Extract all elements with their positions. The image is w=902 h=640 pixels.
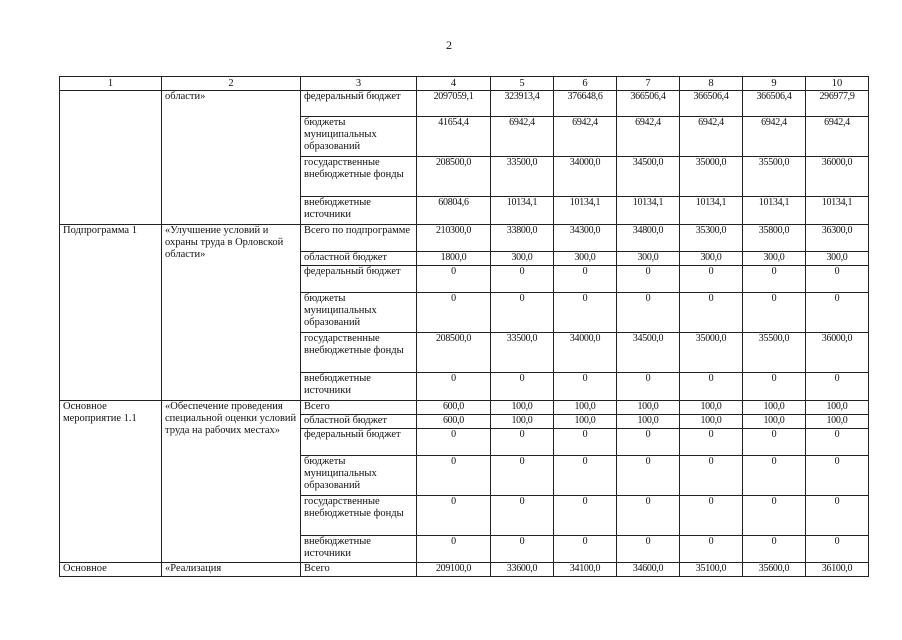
column-header: 10 [806,77,869,91]
amount-cell: 0 [554,536,617,563]
amount-cell: 100,0 [617,401,680,415]
funding-source: Всего [301,401,417,415]
amount-cell: 0 [806,429,869,456]
amount-cell: 0 [743,293,806,333]
header-row [60,77,869,91]
amount-cell: 0 [680,429,743,456]
amount-cell: 0 [491,429,554,456]
column-header: 3 [301,77,417,91]
budget-table [59,76,869,577]
amount-cell: 100,0 [554,401,617,415]
column-header: 2 [162,77,301,91]
amount-cell: 0 [743,496,806,536]
amount-cell: 600,0 [417,401,491,415]
amount-cell: 10134,1 [554,197,617,225]
amount-cell: 34800,0 [617,225,680,252]
funding-source: Всего [301,563,417,577]
amount-cell: 60804,6 [417,197,491,225]
amount-cell: 0 [680,456,743,496]
amount-cell: 300,0 [806,252,869,266]
amount-cell: 0 [491,536,554,563]
table-body [60,77,869,577]
amount-cell: 35000,0 [680,333,743,373]
amount-cell: 323913,4 [491,91,554,117]
table-row [60,401,869,415]
column-header: 4 [417,77,491,91]
amount-cell: 36100,0 [806,563,869,577]
amount-cell: 36300,0 [806,225,869,252]
amount-cell: 1800,0 [417,252,491,266]
amount-cell: 0 [743,373,806,401]
amount-cell: 0 [417,373,491,401]
amount-cell: 0 [617,266,680,293]
program-label [60,91,162,225]
amount-cell: 10134,1 [491,197,554,225]
funding-source: бюджеты муниципальных образований [301,117,417,157]
amount-cell: 0 [417,456,491,496]
program-label: Основное мероприятие 1.1 [60,401,162,563]
amount-cell: 33600,0 [491,563,554,577]
amount-cell: 6942,4 [680,117,743,157]
amount-cell: 0 [554,429,617,456]
amount-cell: 33800,0 [491,225,554,252]
amount-cell: 2097059,1 [417,91,491,117]
amount-cell: 0 [491,293,554,333]
amount-cell: 0 [491,496,554,536]
amount-cell: 0 [806,293,869,333]
amount-cell: 366506,4 [617,91,680,117]
funding-source: внебюджетные источники [301,197,417,225]
amount-cell: 0 [491,266,554,293]
amount-cell: 376648,6 [554,91,617,117]
amount-cell: 35800,0 [743,225,806,252]
funding-source: государственные внебюджетные фонды [301,496,417,536]
amount-cell: 100,0 [680,401,743,415]
amount-cell: 34500,0 [617,333,680,373]
amount-cell: 366506,4 [743,91,806,117]
amount-cell: 100,0 [491,415,554,429]
column-header: 5 [491,77,554,91]
amount-cell: 208500,0 [417,333,491,373]
funding-source: федеральный бюджет [301,429,417,456]
amount-cell: 0 [617,293,680,333]
amount-cell: 35500,0 [743,333,806,373]
amount-cell: 0 [680,536,743,563]
column-header: 1 [60,77,162,91]
amount-cell: 10134,1 [743,197,806,225]
amount-cell: 0 [806,373,869,401]
amount-cell: 0 [806,266,869,293]
amount-cell: 36000,0 [806,157,869,197]
amount-cell: 100,0 [743,401,806,415]
table-row [60,91,869,117]
amount-cell: 34000,0 [554,333,617,373]
amount-cell: 0 [617,456,680,496]
amount-cell: 41654,4 [417,117,491,157]
amount-cell: 6942,4 [617,117,680,157]
amount-cell: 0 [680,266,743,293]
amount-cell: 35500,0 [743,157,806,197]
amount-cell: 210300,0 [417,225,491,252]
funding-source: областной бюджет [301,415,417,429]
program-title: области» [162,91,301,225]
amount-cell: 300,0 [680,252,743,266]
amount-cell: 35000,0 [680,157,743,197]
amount-cell: 0 [417,496,491,536]
amount-cell: 300,0 [491,252,554,266]
amount-cell: 34300,0 [554,225,617,252]
amount-cell: 35300,0 [680,225,743,252]
amount-cell: 0 [554,496,617,536]
amount-cell: 0 [806,496,869,536]
amount-cell: 366506,4 [680,91,743,117]
amount-cell: 6942,4 [743,117,806,157]
program-title: «Обеспечение проведения специальной оценки условий труда на рабочих местах» [162,401,301,563]
amount-cell: 100,0 [617,415,680,429]
page-number: 2 [446,38,452,52]
amount-cell: 0 [491,373,554,401]
amount-cell: 0 [806,536,869,563]
funding-source: внебюджетные источники [301,536,417,563]
amount-cell: 35100,0 [680,563,743,577]
funding-source: федеральный бюджет [301,266,417,293]
amount-cell: 100,0 [743,415,806,429]
amount-cell: 0 [743,266,806,293]
amount-cell: 100,0 [554,415,617,429]
amount-cell: 36000,0 [806,333,869,373]
amount-cell: 100,0 [680,415,743,429]
amount-cell: 0 [417,293,491,333]
amount-cell: 100,0 [806,401,869,415]
program-title: «Реализация [162,563,301,577]
amount-cell: 0 [417,536,491,563]
funding-source: федеральный бюджет [301,91,417,117]
amount-cell: 0 [554,266,617,293]
amount-cell: 33500,0 [491,157,554,197]
amount-cell: 100,0 [491,401,554,415]
amount-cell: 300,0 [617,252,680,266]
amount-cell: 10134,1 [617,197,680,225]
table-row [60,563,869,577]
amount-cell: 10134,1 [806,197,869,225]
amount-cell: 0 [417,429,491,456]
amount-cell: 0 [806,456,869,496]
amount-cell: 6942,4 [554,117,617,157]
amount-cell: 0 [743,429,806,456]
funding-source: Всего по подпрограмме [301,225,417,252]
amount-cell: 209100,0 [417,563,491,577]
amount-cell: 34100,0 [554,563,617,577]
amount-cell: 0 [417,266,491,293]
amount-cell: 35600,0 [743,563,806,577]
column-header: 8 [680,77,743,91]
amount-cell: 600,0 [417,415,491,429]
amount-cell: 300,0 [743,252,806,266]
amount-cell: 208500,0 [417,157,491,197]
amount-cell: 34000,0 [554,157,617,197]
amount-cell: 0 [680,373,743,401]
amount-cell: 34500,0 [617,157,680,197]
amount-cell: 296977,9 [806,91,869,117]
table-row [60,225,869,252]
amount-cell: 0 [491,456,554,496]
column-header: 7 [617,77,680,91]
funding-source: государственные внебюджетные фонды [301,333,417,373]
amount-cell: 6942,4 [491,117,554,157]
amount-cell: 0 [680,496,743,536]
amount-cell: 0 [743,456,806,496]
amount-cell: 0 [680,293,743,333]
funding-source: областной бюджет [301,252,417,266]
amount-cell: 0 [743,536,806,563]
amount-cell: 0 [617,373,680,401]
amount-cell: 0 [617,536,680,563]
column-header: 6 [554,77,617,91]
column-header: 9 [743,77,806,91]
program-label: Основное [60,563,162,577]
program-label: Подпрограмма 1 [60,225,162,401]
funding-source: бюджеты муниципальных образований [301,293,417,333]
amount-cell: 0 [554,293,617,333]
amount-cell: 6942,4 [806,117,869,157]
amount-cell: 0 [617,429,680,456]
funding-source: внебюджетные источники [301,373,417,401]
funding-source: бюджеты муниципальных образований [301,456,417,496]
amount-cell: 300,0 [554,252,617,266]
amount-cell: 100,0 [806,415,869,429]
amount-cell: 33500,0 [491,333,554,373]
amount-cell: 0 [554,373,617,401]
funding-source: государственные внебюджетные фонды [301,157,417,197]
amount-cell: 34600,0 [617,563,680,577]
program-title: «Улучшение условий и охраны труда в Орловской области» [162,225,301,401]
amount-cell: 10134,1 [680,197,743,225]
amount-cell: 0 [617,496,680,536]
amount-cell: 0 [554,456,617,496]
